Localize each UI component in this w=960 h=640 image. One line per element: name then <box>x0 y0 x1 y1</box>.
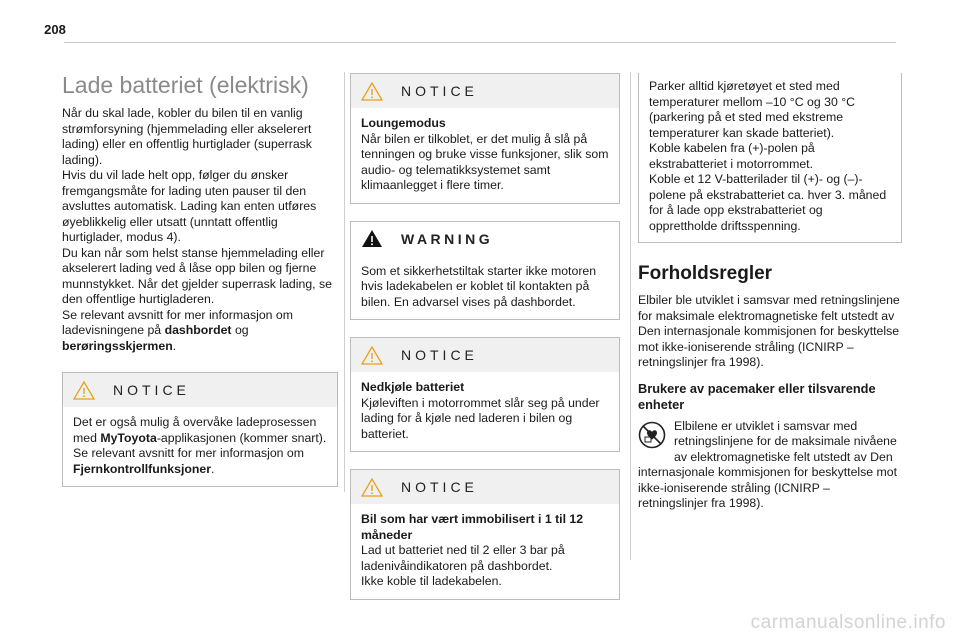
bold-text: dashbordet <box>164 323 232 337</box>
text-run: og <box>231 323 249 337</box>
column-3 <box>638 73 902 512</box>
notice-content <box>351 504 619 599</box>
notice-box <box>62 372 338 487</box>
text-run: Det er også mulig å overvåke ladeprosessen med <box>73 415 317 445</box>
column-divider <box>630 72 631 560</box>
text-run: Når du skal lade, kobler du bilen til en vanlig strømforsyning (hjemmelading eller akselerert lading) eller en offentlig hurtiglader (superrask lading). <box>62 106 312 167</box>
notice-header <box>351 74 619 108</box>
caution-triangle-icon <box>361 82 383 101</box>
caution-triangle-icon <box>361 346 383 365</box>
pacemaker-text: Elbilene er utviklet i samsvar med retningslinjene for de maksimale nivåene av elektromagnetiske felt utstedt av Den internasjonale kommisjonen for beskyttelse mot ikke-ioniserende stråling (ICNIRP – retningslinjer fra 1998). <box>638 418 898 510</box>
notice-content <box>63 407 337 486</box>
column-2 <box>350 73 620 600</box>
warning-triangle-icon <box>361 229 383 248</box>
text-run: Du kan når som helst stanse hjemmelading eller akselerert lading ved å låse opp bilen og fjerne munnstykket. Når det gjelder superrask lading, se den offentlige hurtigladeren. <box>62 245 332 306</box>
text-run: . <box>172 338 177 353</box>
section-title: Forholdsregler <box>638 263 773 284</box>
watermark-logo: carmanualsonline.info <box>750 612 946 633</box>
bold-text: Bil som har vært immobilisert i 1 til 12 måneder <box>361 512 584 542</box>
text-run: -applikasjonen (kommer snart). <box>156 430 327 445</box>
notice-header <box>351 470 619 504</box>
bold-text: Loungemodus <box>361 116 446 130</box>
pacemaker-paragraph <box>638 419 902 512</box>
notice-label: NOTICE <box>401 83 478 99</box>
column-divider <box>344 72 345 492</box>
notice-box <box>350 337 620 452</box>
text-run: Se relevant avsnitt for mer informasjon om <box>73 446 304 460</box>
bold-text: berøringsskjermen <box>62 338 173 353</box>
subheading: Brukere av pacemaker eller tilsvarende enheter <box>638 380 876 412</box>
bold-text: MyToyota <box>100 430 157 445</box>
text-run: Kjøleviften i motorrommet slår seg på under lading for å kjøle ned laderen i bilen og batteriet. <box>361 395 600 441</box>
page-number: 208 <box>44 22 66 37</box>
notice-box <box>350 73 620 204</box>
column-1 <box>62 70 338 487</box>
text-run: Som et sikkerhetstiltak starter ikke motoren hvis ladekabelen er koblet til kontakten på bilen. En advarsel vises på dashbordet. <box>361 263 597 309</box>
header-rule <box>64 42 896 43</box>
warning-label: WARNING <box>401 230 494 247</box>
intro-paragraph <box>62 106 338 354</box>
notice-content <box>351 108 619 203</box>
warning-box <box>350 221 620 321</box>
notice-label: NOTICE <box>401 479 478 495</box>
notice-label: NOTICE <box>401 347 478 363</box>
text-run: Lad ut batteriet ned til 2 eller 3 bar på ladenivåindikatoren på dashbordet. <box>361 543 565 573</box>
notice-header <box>63 373 337 407</box>
notice-content <box>351 372 619 451</box>
notice-header <box>351 338 619 372</box>
caution-triangle-icon <box>73 381 95 400</box>
section-text: Elbiler ble utviklet i samsvar med retningslinjene for maksimale elektromagnetiske felt utstedt av Den internasjonale kommisjonen for beskyttelse mot ikke-ioniserende stråling (ICNIRP – retningslinjer fra 1998). <box>638 293 900 369</box>
caution-triangle-icon <box>361 478 383 497</box>
notice-label: NOTICE <box>113 382 190 398</box>
page-title: Lade batteriet (elektrisk) <box>62 72 309 98</box>
text-run: Ikke koble til ladekabelen. <box>361 574 502 588</box>
text-run: Se relevant avsnitt for mer informasjon om ladevisningene på <box>62 307 293 337</box>
pacemaker-prohibited-icon <box>638 421 666 449</box>
text-run: Når bilen er tilkoblet, er det mulig å slå på tenningen og bruke visse funksjoner, slik som audio- og telematikksystemet samt klimaanlegget i flere timer. <box>361 131 609 192</box>
warning-header <box>351 222 619 256</box>
warning-content <box>351 256 619 320</box>
notice-box <box>350 469 620 600</box>
bold-text: Nedkjøle batteriet <box>361 380 465 394</box>
text-run: . <box>211 461 215 476</box>
continued-text: Parker alltid kjøretøyet et sted med temperaturer mellom –10 °C og 30 °C (parkering på et sted med ekstreme temperaturer kan skade batteriet). Koble kabelen fra (+)-polen på ekstrabatteriet i motorrommet. Koble et 12 V-batterilader til (+)- og (–)-polene på ekstrabatteriet ca. hver 3. måned for å lade opp ekstrabatteriet og opprettholde driftsspenning. <box>649 79 887 233</box>
text-run: Hvis du vil lade helt opp, følger du ønsker fremgangsmåte for lading uten pauser til den avsluttes automatisk. Lading kan enten utføres øyeblikkelig eller utsatt (unntatt offentlig hurtiglader, modus 4). <box>62 168 317 244</box>
continued-text-box <box>638 73 902 243</box>
bold-text: Fjernkontrollfunksjoner <box>73 461 212 476</box>
